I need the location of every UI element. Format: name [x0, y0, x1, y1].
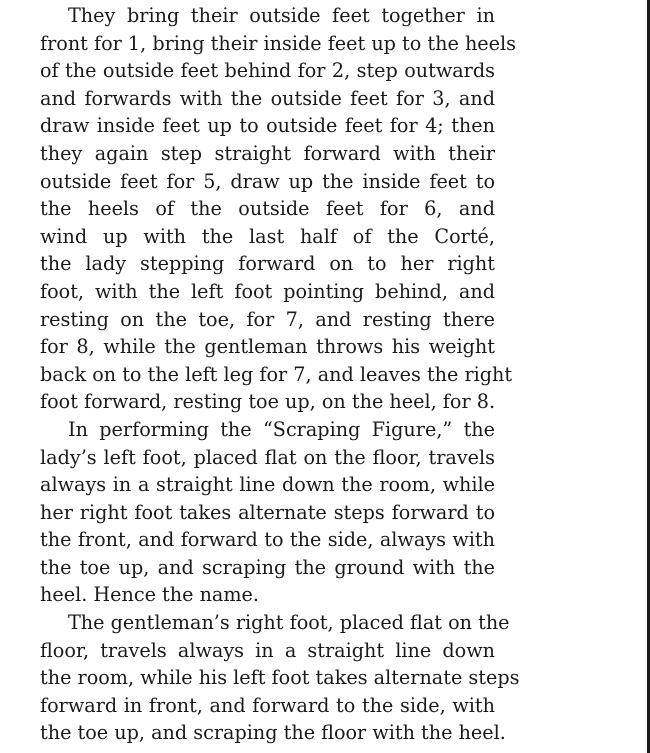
text-line: forward in front, and forward to the side, with: [40, 693, 495, 717]
paragraph-1: [40, 2, 516, 416]
text-line: front for 1, bring their inside feet up to the heels: [40, 31, 516, 55]
text-line: the front, and forward to the side, always with: [40, 528, 495, 552]
text-line: always in a straight line down the room, while: [40, 473, 495, 497]
text-line: the lady stepping forward on to her right: [40, 252, 495, 276]
text-line: The gentleman’s right foot, placed flat on the: [68, 611, 510, 635]
text-line: foot forward, resting toe up, on the heel, for 8.: [40, 390, 496, 414]
text-line: floor, travels always in a straight line down: [40, 638, 495, 662]
text-line: the heels of the outside feet for 6, and: [40, 197, 495, 221]
text-line: the toe up, and scraping the floor with the heel.: [40, 721, 506, 745]
text-line: back on to the left leg for 7, and leaves the right: [40, 362, 513, 386]
text-line: resting on the toe, for 7, and resting there: [40, 307, 495, 331]
text-line: They bring their outside feet together in: [68, 4, 495, 27]
paragraph-2: [40, 416, 495, 609]
text-line: of the outside feet behind for 2, step outwards: [40, 59, 495, 83]
text-line: wind up with the last half of the Corté,: [40, 224, 495, 248]
body-text: [40, 2, 520, 747]
text-line: and forwards with the outside feet for 3, and: [40, 86, 495, 110]
text-line: her right foot takes alternate steps forward to: [40, 500, 495, 524]
text-line: lady’s left foot, placed flat on the floor, travels: [40, 445, 495, 469]
text-line: they again step straight forward with their: [40, 141, 495, 165]
text-line: foot, with the left foot pointing behind, and: [40, 279, 495, 303]
text-line: outside feet for 5, draw up the inside feet to: [40, 169, 495, 193]
paragraph-3: [40, 609, 520, 747]
text-line: In performing the “Scraping Figure,” the: [68, 417, 495, 441]
text-line: the toe up, and scraping the ground with the: [40, 555, 495, 579]
text-line: the room, while his left foot takes alternate steps: [40, 666, 520, 690]
text-line: for 8, while the gentleman throws his weight: [40, 335, 495, 359]
text-line: heel. Hence the name.: [40, 583, 260, 607]
text-line: draw inside feet up to outside feet for 4; then: [40, 114, 495, 138]
